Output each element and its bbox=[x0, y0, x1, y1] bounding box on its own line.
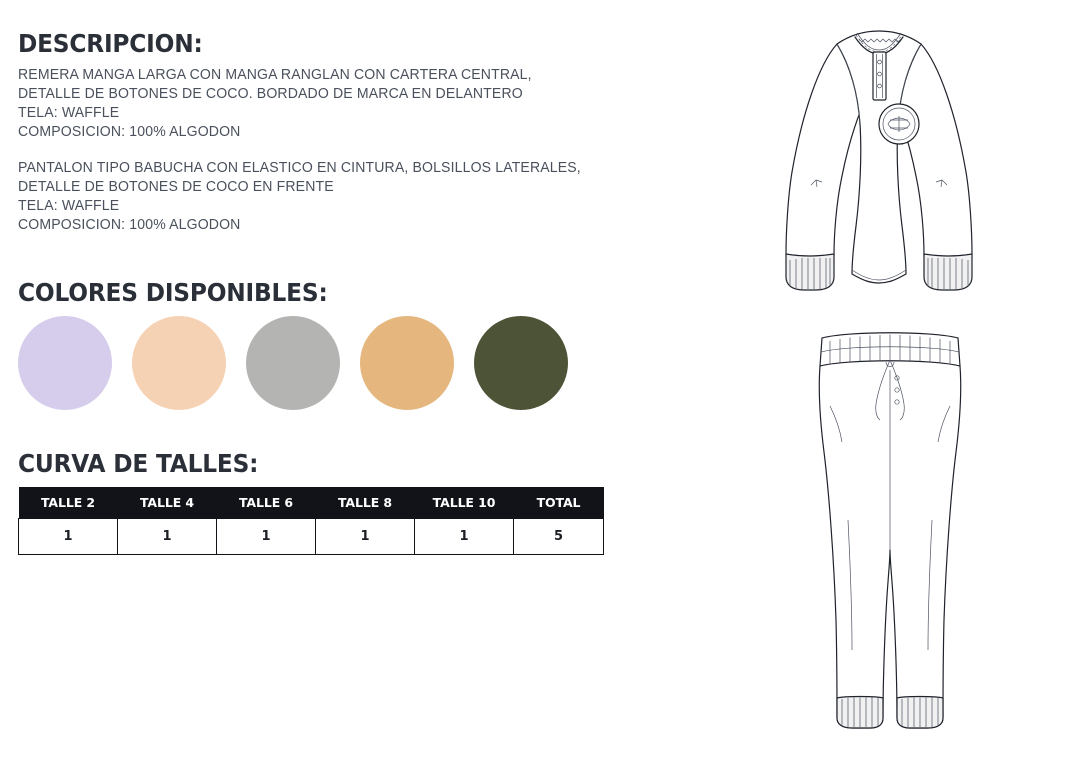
table-header-cell: TALLE 10 bbox=[415, 487, 514, 519]
description-line: TELA: WAFFLE bbox=[18, 197, 120, 214]
table-cell: 1 bbox=[316, 519, 415, 555]
size-curve-heading: CURVA DE TALLES: bbox=[18, 449, 259, 478]
size-curve-table bbox=[18, 487, 604, 556]
table-header-row bbox=[19, 487, 604, 519]
description-line: DETALLE DE BOTONES DE COCO EN FRENTE bbox=[18, 178, 334, 195]
description-line: PANTALON TIPO BABUCHA CON ELASTICO EN CINTURA, BOLSILLOS LATERALES, bbox=[18, 159, 581, 176]
description-paragraph-2 bbox=[18, 159, 658, 235]
description-line: COMPOSICION: 100% ALGODON bbox=[18, 123, 241, 140]
table-cell: 1 bbox=[415, 519, 514, 555]
paragraph-spacer bbox=[18, 142, 678, 159]
table-cell: 1 bbox=[19, 519, 118, 555]
colors-heading: COLORES DISPONIBLES: bbox=[18, 277, 328, 307]
color-swatch-lila bbox=[18, 316, 112, 410]
table-header-cell-total: TOTAL bbox=[514, 487, 604, 519]
description-line: COMPOSICION: 100% ALGODON bbox=[18, 216, 241, 233]
table-header-cell: TALLE 6 bbox=[217, 487, 316, 519]
color-swatch-camel bbox=[360, 316, 454, 410]
color-swatch-gris bbox=[246, 316, 340, 410]
color-swatch-verde-militar bbox=[474, 316, 568, 410]
description-line: REMERA MANGA LARGA CON MANGA RANGLAN CON CARTERA CENTRAL, bbox=[18, 66, 532, 83]
color-swatch-durazno bbox=[132, 316, 226, 410]
table-cell: 1 bbox=[118, 519, 217, 555]
table-header-cell: TALLE 8 bbox=[316, 487, 415, 519]
table-header-cell: TALLE 2 bbox=[19, 487, 118, 519]
description-line: TELA: WAFFLE bbox=[18, 104, 120, 121]
table-cell: 1 bbox=[217, 519, 316, 555]
color-swatch-row bbox=[18, 316, 678, 410]
table-cell-total: 5 bbox=[514, 519, 604, 555]
description-heading: DESCRIPCION: bbox=[18, 29, 203, 58]
spec-sheet-right-column bbox=[700, 0, 1076, 771]
table-row bbox=[19, 519, 604, 555]
table-header-cell: TALLE 4 bbox=[118, 487, 217, 519]
description-line: DETALLE DE BOTONES DE COCO. BORDADO DE MARCA EN DELANTERO bbox=[18, 85, 523, 102]
top-garment-illustration bbox=[724, 4, 1034, 304]
pants-garment-illustration bbox=[800, 320, 980, 760]
description-paragraph-1 bbox=[18, 66, 658, 142]
spec-sheet-left-column bbox=[18, 30, 678, 555]
